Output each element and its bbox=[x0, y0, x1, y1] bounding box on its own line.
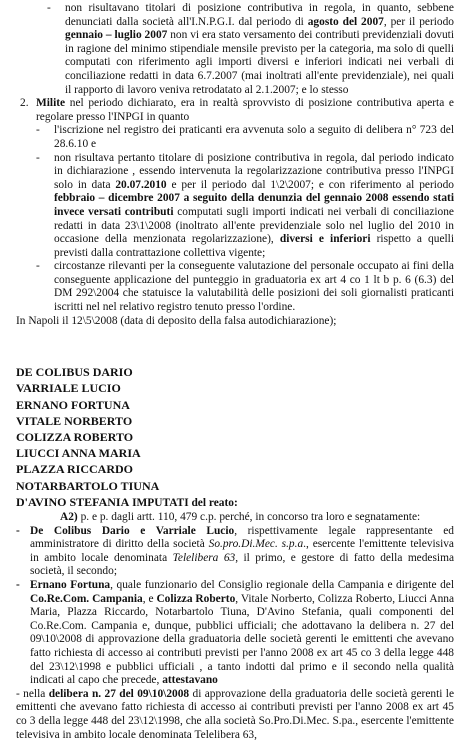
item-2-dash-3 bbox=[16, 260, 454, 314]
item-number: 2. bbox=[20, 97, 29, 110]
spacer bbox=[16, 328, 454, 364]
defendant-name-imputati: D'AVINO STEFANIA IMPUTATI del reato: bbox=[16, 494, 238, 509]
charge-a2: A2) p. e p. dagli artt. 110, 479 c.p. perché, in concorso tra loro e segnatamente: bbox=[60, 511, 421, 524]
defendant-name: VITALE NORBERTO bbox=[16, 413, 133, 428]
defendants-list bbox=[16, 364, 454, 511]
list-dash: - bbox=[36, 151, 40, 164]
defendant-name: PLAZZA RICCARDO bbox=[16, 462, 134, 477]
dash-text: non risultava pertanto titolare di posizione contributiva in regola, dal periodo indicato in dichiarazione , essendo intervenuta la regolarizzazione contributiva presso l'INPGI solo in data 20.07.2010 e per il periodo dal 1\2\2007; e con riferimento al periodo febbraio – dicembre 2007 a seguito della denunzia del gennaio 2008 essendo stati invece versati contributi computati sugli importi indicati nei verbali di conciliazione redatti in data 23\1\2008 (inoltrato all'ente previdenziale solo nel luglio del 2010 in occasione della menzionata regolarizzazione), diversi e inferiori rispetto a quelli previsti dalla contrattazione collettiva vigente; bbox=[54, 151, 454, 259]
defendant-name: LIUCCI ANNA MARIA bbox=[16, 446, 141, 461]
item-2-dash-2 bbox=[16, 152, 454, 261]
item-2-dash-1 bbox=[16, 124, 454, 151]
defendant-name: VARRIALE LUCIO bbox=[16, 381, 121, 396]
defendant-name: ERNANO FORTUNA bbox=[16, 397, 130, 412]
bullet-text: De Colibus Dario e Varriale Lucio, rispettivamente legale rappresentante ed amministratore di diritto della società So.pro.Di.Mec. s.p.a., esercente l'emittente televisiva in ambito locale denominata Telelibera 63, il primo, e gestore di fatto della medesima società, il secondo; bbox=[30, 524, 455, 578]
bullet-text: Ernano Fortuna, quale funzionario del Consiglio regionale della Campania e dirigente del Co.Re.Com. Campania, e Colizza Roberto, Vitale Norberto, Colizza Roberto, Liucci Anna Maria, Plazza Riccardo, Notarbartolo Tiuna, D'Avino Stefania, quali componenti del Co.Re.Com. Campania e, dunque, pubblici ufficiali; che adottavano la delibera n. 27 del 09\10\2008 di approvazione della graduatoria delle società gerenti le emittenti che avevano fatto richiesta di accesso ai contributi previsti per l'anno 2008 ex art 45 co 3 della legge 448 del 23\12\1998 e pubblici ufficiali , a tanto indotti dal primo e il secondo nella qualità indicati al capo che precede, attestavano bbox=[30, 579, 455, 687]
defendant-name: NOTARBARTOLO TIUNA bbox=[16, 478, 160, 493]
charge-bullet-1 bbox=[16, 525, 454, 579]
list-dash: - bbox=[16, 579, 20, 592]
charge-bullet-2 bbox=[16, 579, 454, 688]
paragraph-text: non risultavano titolari di posizione contributiva in regola, in quanto, sebbene denunciati dalla società all'I.N.P.G.I. dal periodo di agosto del 2007, per il periodo gennaio – luglio 2007 non vi era stato versamento dei contributi previdenziali dovuti in ragione del minimo stipendiale mensile previsto per la categoria, ma solo di quelli computati con riferimento agli importi diversi e inferiori indicati nei verbali di conciliazione redatti in data 6.7.2007 (mai inoltrati all'ente previdenziale), nei quali il rapporto di lavoro veniva retrodatato al 2.1.2007; e lo stesso bbox=[65, 2, 455, 96]
place-date-line: In Napoli il 12\5\2008 (data di deposito della falsa autodichiarazione); bbox=[16, 314, 337, 327]
item-2-text: Milite nel periodo dichiarato, era in realtà sprovvisto di posizione contributiva aperta e regolare presso l'INPGI in quanto bbox=[36, 97, 454, 123]
list-dash: - bbox=[36, 260, 40, 273]
list-dash: - bbox=[16, 524, 20, 537]
defendant-name: DE COLIBUS DARIO bbox=[16, 365, 133, 380]
dash-text: circostanze rilevanti per la conseguente valutazione del personale occupato ai fini della conseguente applicazione del punteggio in graduatoria ex art 4 co 1 lt b p. 6 (6.3) del DM 292\2004 che statuisce la valutabilità delle posizioni dei soli giornalisti praticanti iscritti nel nel relativo registro tenuto presso l'ordine. bbox=[54, 260, 454, 314]
charge-paragraph-delibera: - nella delibera n. 27 del 09\10\2008 di approvazione della graduatoria delle società gerenti le emittenti che avevano fatto richiesta di accesso ai contributi previsti per l'anno 2008 ex art 45 co 3 della legge 448 del 23\12\1998, che alla società So.Pro.Di.Mec. S.pa., esercente l'emittente televisiva in ambito locale denominata Telelibera 63, bbox=[16, 687, 455, 741]
list-dash: - bbox=[47, 2, 51, 14]
dash-text: l'iscrizione nel registro dei praticanti era avvenuta solo a seguito di delibera n° 723 del 28.6.10 e bbox=[54, 124, 454, 150]
numbered-item-2 bbox=[16, 97, 454, 124]
paragraph-inpgi-1 bbox=[16, 2, 454, 97]
defendant-name: COLIZZA ROBERTO bbox=[16, 430, 134, 445]
list-dash: - bbox=[36, 124, 40, 137]
